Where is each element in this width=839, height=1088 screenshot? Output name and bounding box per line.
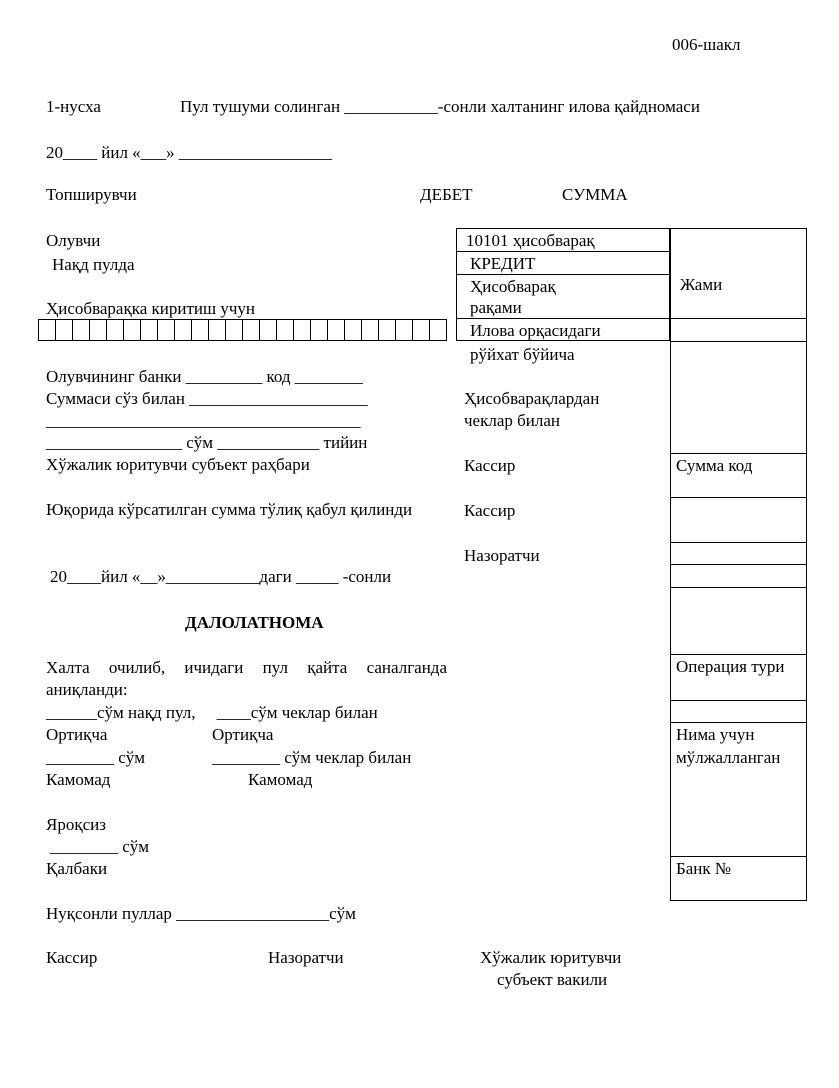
account-digit-cell[interactable] (242, 319, 260, 341)
account-digit-cell[interactable] (310, 319, 328, 341)
form-code: 006-шакл (672, 35, 741, 54)
jami-label: Жами (680, 275, 723, 294)
account-digit-cell[interactable] (140, 319, 158, 341)
nazoratchi-signature-label: Назоратчи (268, 948, 344, 967)
nuqsonli-line: Нуқсонли пуллар __________________сўм (46, 904, 356, 923)
date-line: 20____ йил «___» __________________ (46, 143, 332, 162)
ilova-label-1: Илова орқасидаги (470, 321, 601, 340)
account-digit-cell[interactable] (123, 319, 141, 341)
document-title: Пул тушуми солинган ___________-сонли халтанинг илова қайдномаси (180, 97, 700, 116)
halta-text-1: Халта очилиб, ичидаги пул қайта саналганда (46, 658, 447, 677)
debet-label: ДЕБЕТ (420, 185, 473, 204)
account-digit-cell[interactable] (327, 319, 345, 341)
right-column-divider (670, 453, 807, 454)
right-column-divider (670, 587, 807, 588)
summa-label: СУММА (562, 185, 628, 204)
topshiruvchi-label: Топширувчи (46, 185, 137, 204)
kredit-label: КРЕДИТ (470, 254, 536, 273)
kamomad-label-2: Камомад (248, 770, 313, 789)
right-column-top-border (670, 228, 807, 229)
hisob-raqami-label-2: рақами (470, 298, 522, 317)
vakil-label-2: субъект вакили (497, 970, 608, 989)
kassir-label-2: Кассир (464, 501, 516, 520)
account-digit-cell[interactable] (106, 319, 124, 341)
nazoratchi-label: Назоратчи (464, 546, 540, 565)
account-digit-cell[interactable] (55, 319, 73, 341)
oluvchi-label: Олувчи (46, 231, 101, 250)
cheklar-label-1: Ҳисобварақлардан (464, 389, 600, 408)
dalolatnoma-heading: ДАЛОЛАТНОМА (185, 613, 324, 632)
ortiqcha-label-2: Ортиқча (212, 725, 274, 744)
vakil-label-1: Хўжалик юритувчи (480, 948, 622, 967)
som-tiyin-line: ________________ сўм ____________ тийин (46, 433, 368, 452)
summa-kod-label: Сумма код (676, 456, 753, 475)
som-chek-line: ________ сўм чеклар билан (212, 748, 412, 767)
hisob-kiritish-label: Ҳисобварақка киритиш учун (46, 299, 255, 318)
nima-label-2: мўлжалланган (676, 748, 781, 767)
account-digit-cell[interactable] (361, 319, 379, 341)
account-digit-cell[interactable] (174, 319, 192, 341)
kamomad-label-1: Камомад (46, 770, 111, 789)
cheklar-label-2: чеклар билан (464, 411, 561, 430)
right-column-divider (670, 722, 807, 723)
rahbar-label: Хўжалик юритувчи субъект раҳбари (46, 455, 310, 474)
right-column-divider (670, 497, 807, 498)
account-digit-cell[interactable] (259, 319, 277, 341)
som-blank-line: ________ сўм (46, 748, 146, 767)
yaroqsiz-label: Яроқсиз (46, 815, 106, 834)
right-column-divider (670, 856, 807, 857)
operatsiya-label: Операция тури (676, 657, 785, 676)
hisob-raqami-label-1: Ҳисобварақ (470, 277, 556, 296)
right-column-divider (670, 542, 807, 543)
right-column-divider (670, 700, 807, 701)
account-digit-cell[interactable] (89, 319, 107, 341)
ilova-label-2: рўйхат бўйича (470, 345, 575, 364)
right-column-bottom-border (670, 900, 807, 901)
account-label: 10101 ҳисобварақ (466, 231, 595, 250)
kassir-label-1: Кассир (464, 456, 516, 475)
account-digit-cell[interactable] (395, 319, 413, 341)
account-digit-cell[interactable] (378, 319, 396, 341)
ortiqcha-label-1: Ортиқча (46, 725, 108, 744)
account-digit-cell[interactable] (344, 319, 362, 341)
blank-line: _____________________________________ (46, 411, 361, 430)
summa-soz-line: Суммаси сўз билан _____________________ (46, 389, 368, 408)
halta-text-2: аниқланди: (46, 680, 128, 699)
right-column-divider (670, 341, 807, 342)
bank-code-line: Олувчининг банки _________ код ________ (46, 367, 363, 386)
right-column-divider (670, 654, 807, 655)
account-digit-cell[interactable] (157, 319, 175, 341)
account-digit-cell[interactable] (191, 319, 209, 341)
account-digit-cell[interactable] (208, 319, 226, 341)
account-digit-cell[interactable] (412, 319, 430, 341)
qalbaki-label: Қалбаки (46, 859, 108, 878)
right-column-divider (670, 318, 807, 319)
account-digit-cell[interactable] (429, 319, 447, 341)
account-digit-cell[interactable] (225, 319, 243, 341)
copy-number: 1-нусха (46, 97, 101, 116)
naqd-label: Нақд пулда (52, 255, 135, 274)
kassir-signature-label: Кассир (46, 948, 98, 967)
bank-no-label: Банк № (676, 859, 732, 878)
account-digit-cell[interactable] (38, 319, 56, 341)
naqd-chek-line: ______сўм нақд пул, ____сўм чеклар билан (46, 703, 378, 722)
account-digit-cell[interactable] (72, 319, 90, 341)
right-column-divider (670, 564, 807, 565)
account-digit-cell[interactable] (293, 319, 311, 341)
account-digit-cell[interactable] (276, 319, 294, 341)
date2-line: 20____йил «__»___________даги _____ -сонли (50, 567, 392, 586)
som-blank-line-2: ________ сўм (50, 837, 150, 856)
qabul-label: Юқорида кўрсатилган сумма тўлиқ қабул қилинди (46, 500, 413, 519)
nima-label-1: Нима учун (676, 725, 755, 744)
account-number-cells[interactable] (38, 319, 446, 341)
